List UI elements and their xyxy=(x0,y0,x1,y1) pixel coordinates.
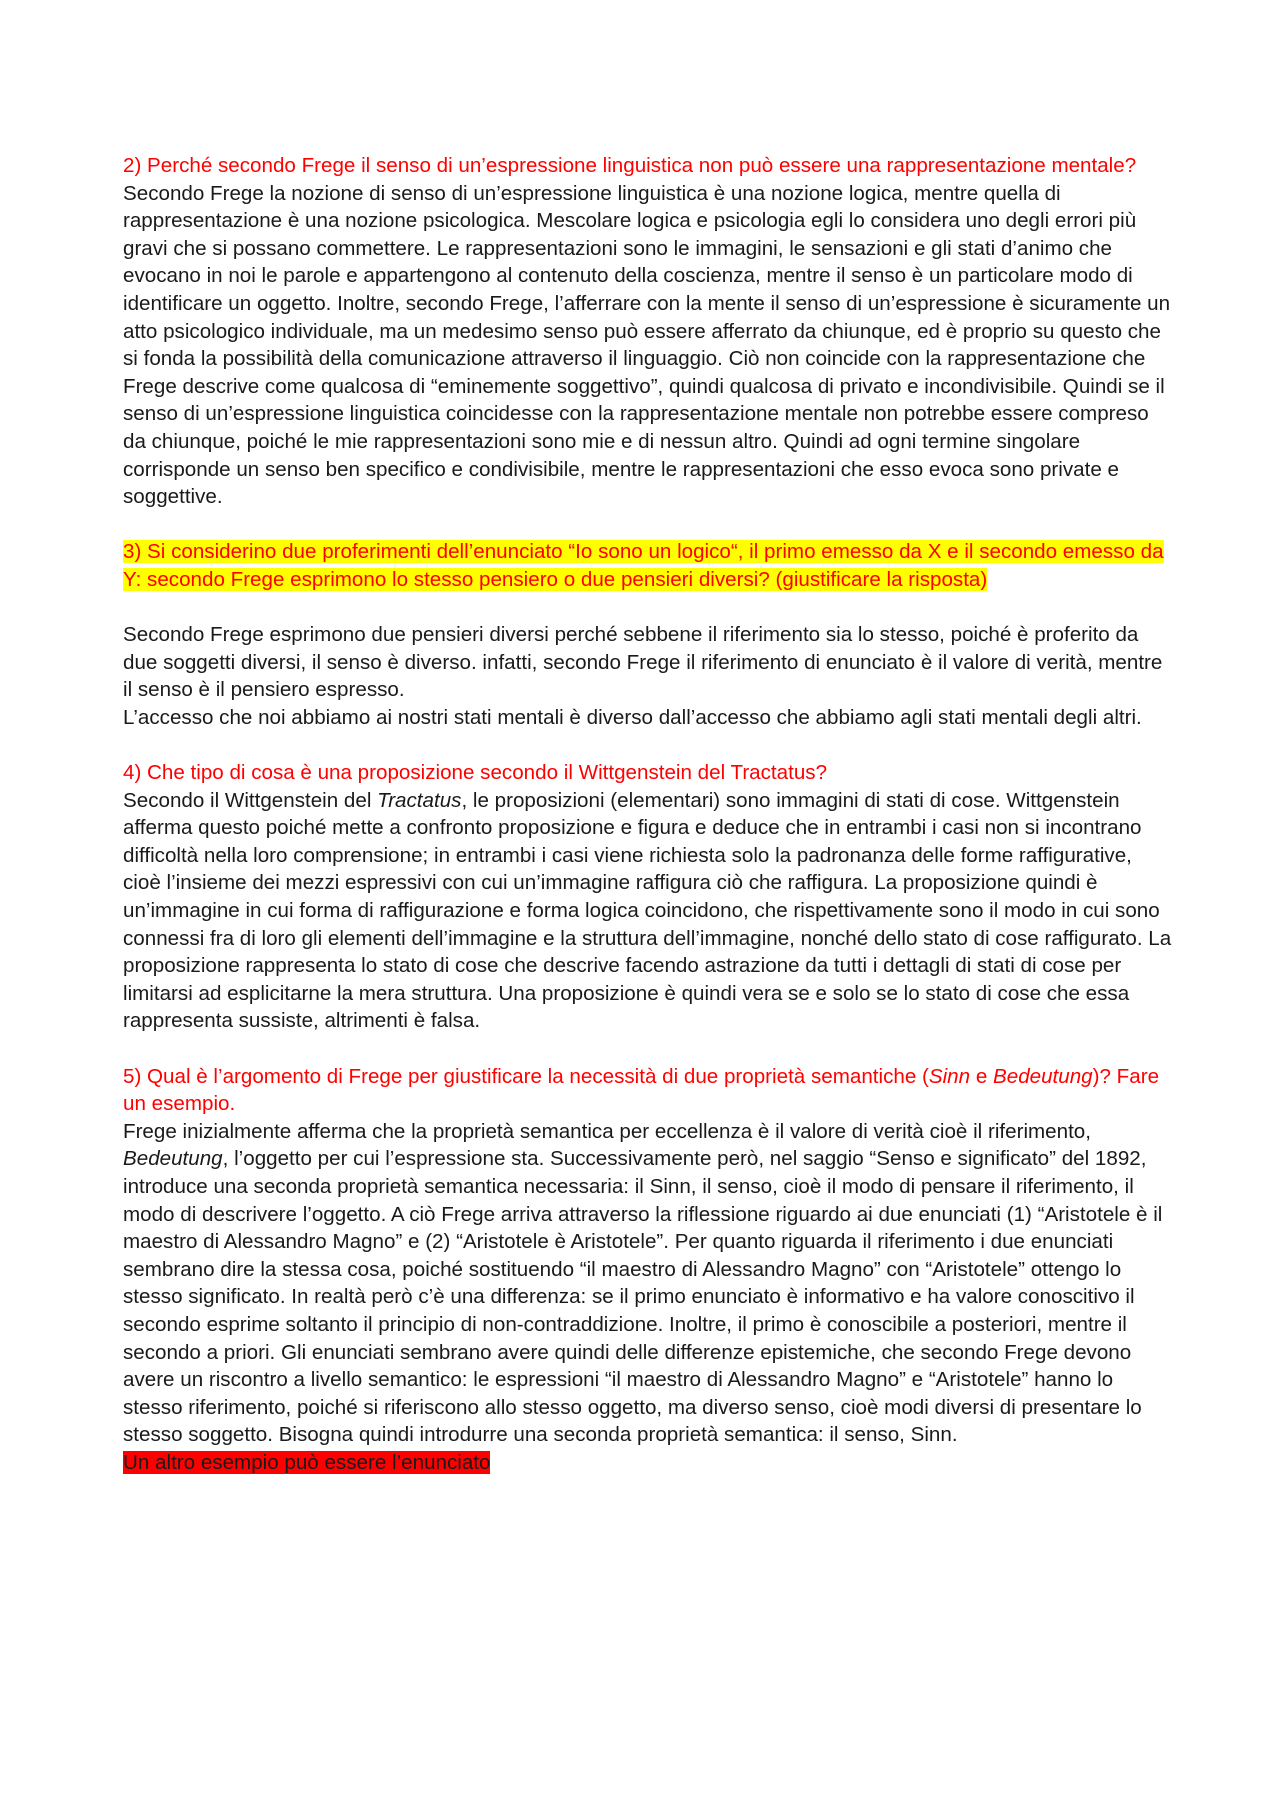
spacer xyxy=(123,511,1173,539)
answer-4-italic-term: Tractatus xyxy=(377,788,462,812)
document-page xyxy=(123,152,1173,1477)
question-2: 2) Perché secondo Frege il senso di un’espressione linguistica non può essere una rappresentazione mentale? xyxy=(123,154,1137,177)
question-3 xyxy=(123,538,1173,593)
answer-2: Secondo Frege la nozione di senso di un’espressione linguistica è una nozione logica, mentre quella di rappresentazione è una nozione psicologica. Mescolare logica e psicologia egli lo considera uno degli errori più gravi che si possano commettere. Le rappresentazioni sono le immagini, le sensazioni e gli stati d’animo che evocano in noi le parole e appartengono al contenuto della coscienza, mentre il senso è un particolare modo di identificare un oggetto. Inoltre, secondo Frege, l’afferrare con la mente il senso di un’espressione è sicuramente un atto psicologico individuale, ma un medesimo senso può essere afferrato da chiunque, ed è proprio su questo che si fonda la possibilità della comunicazione attraverso il linguaggio. Ciò non coincide con la rappresentazione che Frege descrive come qualcosa di “eminemente soggettivo”, quindi qualcosa di privato e incondivisibile. Quindi se il senso di un’espressione linguistica coincidesse con la rappresentazione mentale non potrebbe essere compreso da chiunque, poiché le mie rappresentazioni sono mie e di nessun altro. Quindi ad ogni termine singolare corrisponde un senso ben specifico e condivisibile, mentre le rappresentazioni che esso evoca sono private e soggettive. xyxy=(123,181,1171,509)
question-5 xyxy=(123,1063,1173,1118)
answer-5-text-pre: Frege inizialmente afferma che la proprietà semantica per eccellenza è il valore di verità cioè il riferimento, xyxy=(123,1119,1091,1143)
question-3-highlight: 3) Si considerino due proferimenti dell’enunciato “Io sono un logico“, il primo emesso da X e il secondo emesso da Y: secondo Frege esprimono lo stesso pensiero o due pensieri diversi? (giustificare la risposta) xyxy=(123,540,1164,591)
question-5-italic-bedeutung: Bedeutung xyxy=(993,1064,1093,1088)
question-5-text-pre: 5) Qual è l’argomento di Frege per giustificare la necessità di due proprietà semantiche ( xyxy=(123,1064,929,1088)
answer-3-paragraph-1: Secondo Frege esprimono due pensieri diversi perché sebbene il riferimento sia lo stesso, poiché è proferito da due soggetti diversi, il senso è diverso. infatti, secondo Frege il riferimento di enunciato è il valore di verità, mentre il senso è il pensiero espresso. xyxy=(123,623,1163,702)
spacer xyxy=(123,594,1173,622)
answer-5-last-line xyxy=(123,1449,1173,1477)
answer-4-text-post: , le proposizioni (elementari) sono immagini di stati di cose. Wittgenstein afferma questo poiché mette a confronto proposizione e figura e deduce che in entrambi i casi non si incontrano difficoltà nella loro comprensione; in entrambi i casi viene richiesta solo la padronanza delle forme raffigurative, cioè l’insieme dei mezzi espressivi con cui un’immagine raffigura ciò che raffigura. La proposizione quindi è un’immagine in cui forma di raffigurazione e forma logica coincidono, che rispettivamente sono il modo in cui sono connessi fra di loro gli elementi dell’immagine e la struttura dell’immagine, nonché dello stato di cose raffigurato. La proposizione rappresenta lo stato di cose che descrive facendo astrazione da tutti i dettagli di stati di cose per limitarsi ad esplicitarne la mera struttura. Una proposizione è quindi vera se e solo se lo stato di cose che essa rappresenta sussiste, altrimenti è falsa. xyxy=(123,788,1172,1033)
answer-4-text-pre: Secondo il Wittgenstein del xyxy=(123,788,378,812)
answer-5-italic-term: Bedeutung xyxy=(123,1147,223,1171)
answer-5-text-post: , l’oggetto per cui l’espressione sta. Successivamente però, nel saggio “Senso e significato” del 1892, introduce una seconda proprietà semantica necessaria: il Sinn, il senso, cioè il modo di pensare il riferimento, il modo di descrivere l’oggetto. A ciò Frege arriva attraverso la riflessione riguardo ai due enunciati (1) “Aristotele è il maestro di Alessandro Magno” e (2) “Aristotele è Aristotele”. Per quanto riguarda il riferimento i due enunciati sembrano dire la stessa cosa, poiché sostituendo “il maestro di Alessandro Magno” con “Aristotele” ottengo lo stesso significato. In realtà però c’è una differenza: se il primo enunciato è informativo e ha valore conoscitivo il secondo esprime soltanto il principio di non-contraddizione. Inoltre, il primo è conoscibile a posteriori, mentre il secondo a priori. Gli enunciati sembrano avere quindi delle differenze epistemiche, che secondo Frege devono avere un riscontro a livello semantico: le espressioni “il maestro di Alessandro Magno” e “Aristotele” hanno lo stesso riferimento, poiché si riferiscono allo stesso oggetto, ma diverso senso, cioè modi diversi di presentare lo stesso soggetto. Bisogna quindi introdurre una seconda proprietà semantica: il senso, Sinn. xyxy=(123,1147,1163,1447)
question-5-text-post: )? Fare un esempio. xyxy=(123,1064,1160,1116)
question-4: 4) Che tipo di cosa è una proposizione secondo il Wittgenstein del Tractatus? xyxy=(123,761,828,785)
spacer xyxy=(123,731,1173,759)
answer-4 xyxy=(123,787,1173,1035)
question-5-text-mid: e xyxy=(970,1064,993,1088)
spacer xyxy=(123,1035,1173,1063)
answer-5 xyxy=(123,1118,1173,1449)
answer-5-highlight: Un altro esempio può essere l’enunciato xyxy=(123,1450,491,1474)
answer-3-paragraph-2: L’accesso che noi abbiamo ai nostri stati mentali è diverso dall’accesso che abbiamo agli stati mentali degli altri. xyxy=(123,705,1142,729)
question-5-italic-sinn: Sinn xyxy=(928,1064,971,1088)
